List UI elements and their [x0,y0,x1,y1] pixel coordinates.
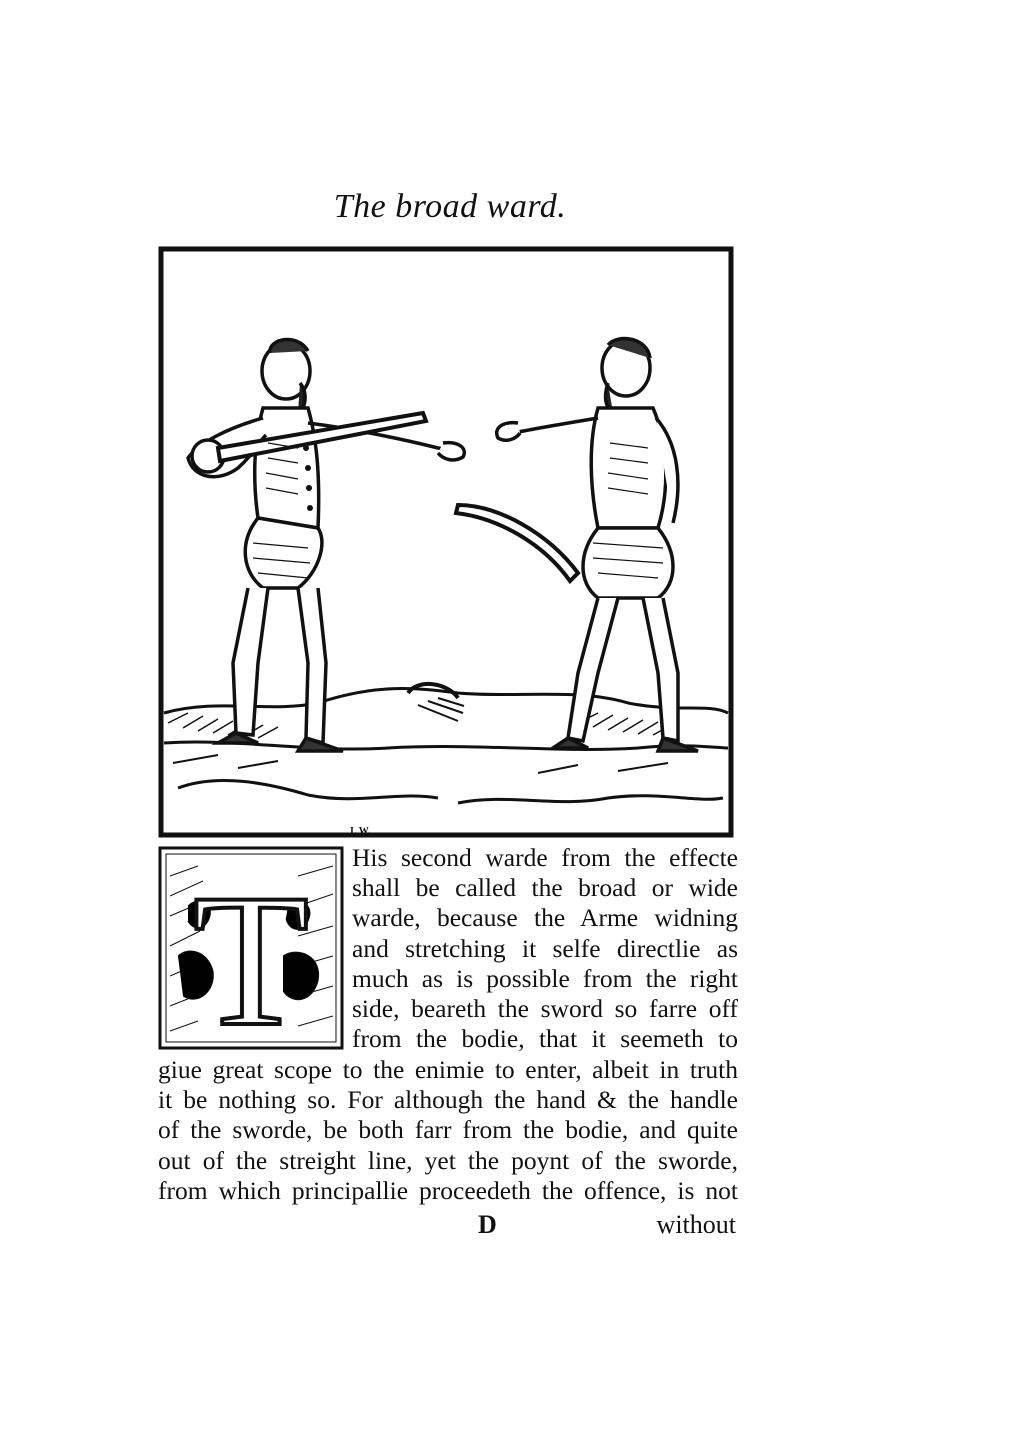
text-line: giue great scope to the enimie to enter, albeit in truth [158,1055,738,1084]
text-line: it be nothing so. For although the hand & the handle [158,1085,738,1115]
text-line: of the sworde, be both farr from the bodie, and quite [158,1115,738,1145]
page-footer [158,1210,738,1244]
text-line: warde, because the Arme widning [352,903,738,933]
text-line: from which principallie proceedeth the offence, is not [158,1175,738,1205]
paragraph-full-width [158,1055,738,1206]
running-head: The broad ward. [333,188,567,225]
catchword: without [656,1210,736,1239]
decorated-initial [158,846,344,1050]
text-line: and stretching it selfe directlie as [352,933,738,963]
text-line: from the bodie, that it seemeth to [352,1024,738,1054]
paragraph-indented [352,843,738,1054]
text-line: His second warde from the effecte [352,843,738,872]
text-line: out of the streight line, yet the poynt of the sworde, [158,1145,738,1175]
block-cutter-mark: I. W. [350,826,371,837]
text-line: shall be called the broad or wide [352,873,738,903]
text-line: much as is possible from the right [352,963,738,993]
woodcut-illustration [158,243,734,839]
signature-letter: D [478,1210,497,1239]
initial-letter-glyph: T [192,856,310,1050]
text-line: side, beareth the sword so farre off [352,994,738,1024]
